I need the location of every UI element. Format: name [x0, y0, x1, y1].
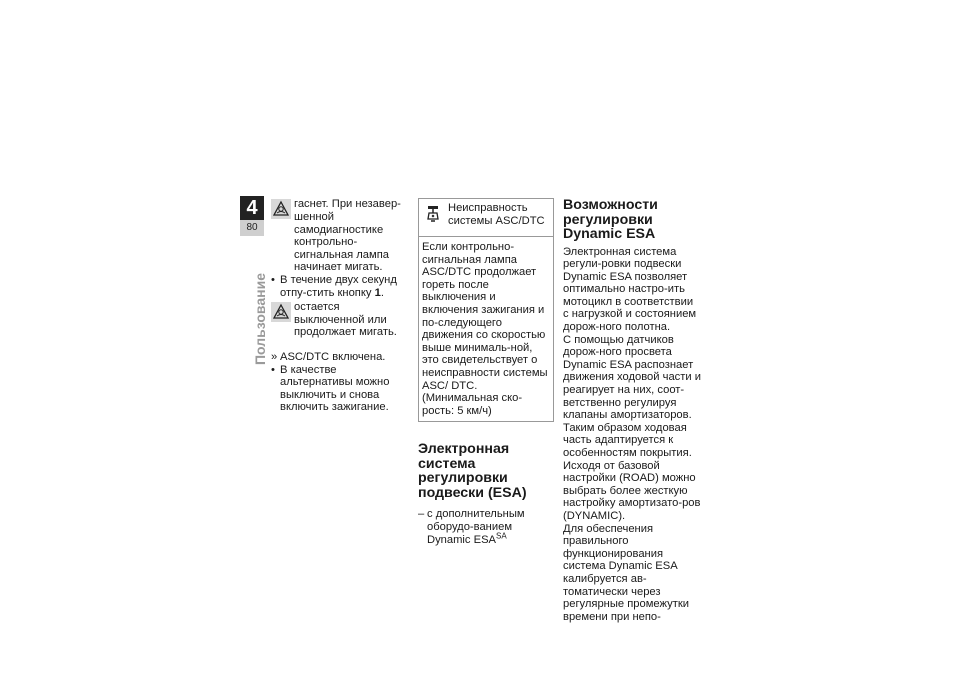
result-text: ASC/DTC включена. [280, 350, 386, 363]
dash-mark: – [418, 508, 425, 521]
equipment-superscript: SA [496, 530, 507, 540]
section-side-title: Пользование [252, 273, 268, 365]
warning-light-text-line1: гаснет. При незавер- [294, 198, 401, 210]
column-2 [418, 198, 554, 546]
section-heading-esa: Электронная система регулировки подвески (ESA) [418, 441, 527, 501]
warning-light-note-2 [271, 301, 401, 339]
paragraph-2: С помощью датчиков дорож-ного просвета Dynamic ESA распознает движения ходовой части и реагирует на них, соот-ветственно регулируя клапаны амортизаторов. Таким образом ходовая часть адаптируется к особенностям покрытия. [563, 333, 701, 459]
bullet-mark: • [271, 273, 275, 286]
fault-notice-box [418, 198, 554, 422]
page-number: 80 [240, 220, 264, 236]
paragraph-4: Для обеспечения правильного функционирования система Dynamic ESA калибруется ав-томатически через регулярные промежутки времени при непо- [563, 522, 689, 623]
bullet-mark: • [271, 363, 275, 376]
asc-dtc-warning-light-icon [271, 199, 291, 219]
chapter-number: 4 [240, 196, 264, 220]
equipment-note-text: с дополнительным оборудо-ванием Dynamic ESA [427, 508, 525, 546]
instruction-bullet-1 [271, 274, 401, 299]
paragraph-1: Электронная система регули-ровки подвески Dynamic ESA позволяет оптимально настро-ить мотоцикл в соответствии с нагрузкой и состоянием дорож-ного полотна. [563, 245, 697, 334]
warning-light-text-rest: шенной самодиагностике контрольно-сигнальная лампа начинает мигать. [294, 211, 389, 274]
column-1 [271, 198, 401, 414]
section-heading-dynamic-esa: Возможности регулировки Dynamic ESA [563, 197, 658, 242]
bullet-text: В качестве альтернативы можно выключить и снова включить зажигание. [280, 363, 390, 414]
column-3 [563, 198, 701, 623]
equipment-note [418, 508, 554, 546]
result-line [271, 351, 401, 364]
fault-notice-title: Неисправность системы ASC/DTC [448, 202, 545, 227]
motorcycle-fault-icon [425, 205, 441, 225]
chapter-tab [240, 196, 264, 240]
result-mark: » [271, 350, 278, 363]
instruction-bullet-2 [271, 364, 401, 414]
asc-dtc-warning-light-icon [271, 302, 291, 322]
warning-light-note-1 [271, 198, 401, 224]
fault-notice-body: Если контрольно-сигнальная лампа ASC/DTC продолжает гореть после выключения и включения зажигания и по-следующего движения со скоростью выше минималь-ной, это свидетельствует о неисправности системы ASC/ DTC. (Минимальная ско-рость: 5 км/ч) [422, 241, 548, 417]
bullet-text-end: . [380, 286, 384, 299]
button-reference: 1 [374, 286, 381, 299]
bullet-text: В течение двух секунд отпу-стить кнопку [280, 273, 397, 299]
fault-notice-header [419, 199, 553, 237]
warning-light-text-2: остается выключенной или продолжает мигать. [294, 301, 397, 339]
paragraph-3: Исходя от базовой настройки (ROAD) можно выбрать более жесткую настройку амортизато-ров (DYNAMIC). [563, 459, 701, 522]
